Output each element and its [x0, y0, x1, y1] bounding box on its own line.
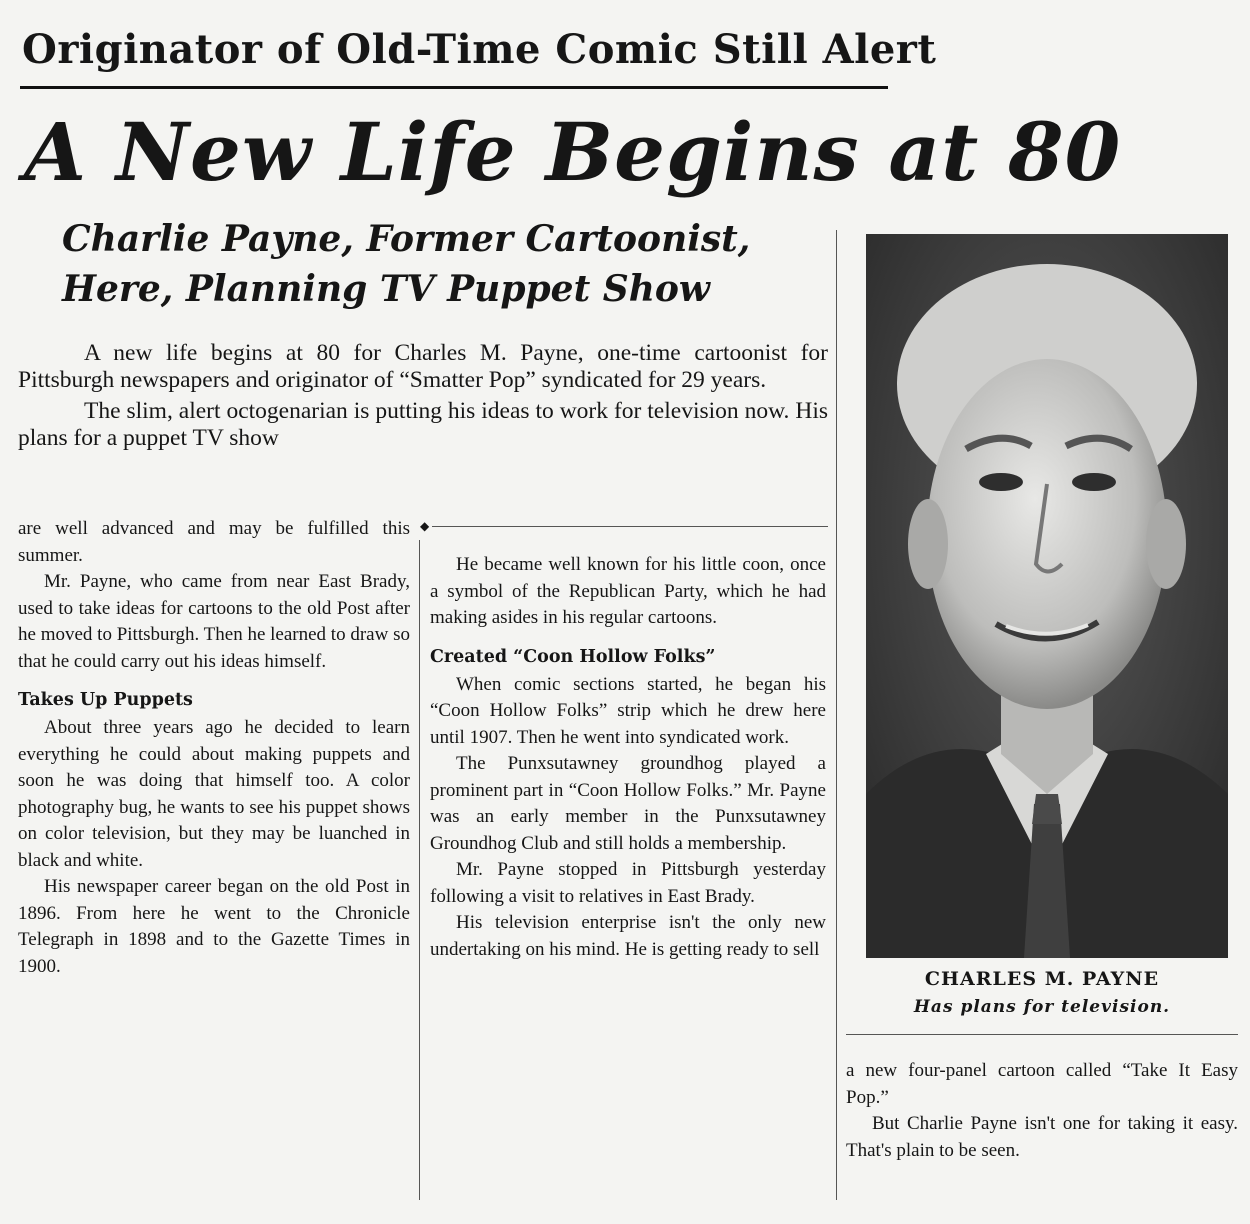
column-1-continued: are well advanced and may be fulfilled this summer. [18, 518, 410, 566]
deck-line-2: Here, Planning TV Puppet Show [62, 268, 710, 310]
column-1-paragraph: About three years ago he decided to learn everything he could about making puppets and soon he was doing that himself too. A color photography bug, he wants to see his puppet shows on color television, but they may be luanched in black and white. [18, 717, 410, 871]
column-2-paragraph: The Punxsutawney groundhog played a prominent part in “Coon Hollow Folks.” Mr. Payne was an early member in the Punxsutawney Groundhog Club and still holds a membership. [430, 753, 826, 854]
column-2-paragraph: His television enterprise isn't the only new undertaking on his mind. He is getting ready to sell [430, 912, 826, 960]
column-1-paragraph: Mr. Payne, who came from near East Brady, used to take ideas for cartoons to the old Post after he moved to Pittsburgh. Then he learned to draw so that he could carry out his ideas himself. [18, 571, 410, 672]
column-1-paragraph: His newspaper career began on the old Post in 1896. From here he went to the Chronicle Telegraph in 1898 and to the Gazette Times in 1900. [18, 876, 410, 977]
portrait-illustration [866, 234, 1228, 958]
lead-paragraph-1: A new life begins at 80 for Charles M. Payne, one-time cartoonist for Pittsburgh newspapers and originator of “Smatter Pop” syndicated for 29 years. [18, 340, 828, 393]
subhead-takes-up-puppets: Takes Up Puppets [18, 690, 193, 710]
deck-line-1: Charlie Payne, Former Cartoonist, [62, 218, 751, 260]
portrait-photo [866, 234, 1228, 958]
article-column-1 [18, 516, 410, 980]
lead-bottom-rule [432, 526, 828, 527]
kicker-headline: Originator of Old-Time Comic Still Alert [22, 26, 937, 73]
caption-name: CHARLES M. PAYNE [924, 968, 1160, 990]
lead-paragraphs [18, 340, 828, 452]
caption-bottom-rule [846, 1034, 1238, 1035]
kicker-rule [20, 86, 888, 89]
column-separator-ornament: ◆ [420, 519, 430, 533]
column-3-paragraph: But Charlie Payne isn't one for taking it easy. That's plain to be seen. [846, 1113, 1238, 1161]
deck-headline [62, 214, 842, 314]
column-rule-2 [836, 230, 837, 1200]
column-2-paragraph: Mr. Payne stopped in Pittsburgh yesterday following a visit to relatives in East Brady. [430, 859, 826, 907]
column-2-paragraph: He became well known for his little coon, once a symbol of the Republican Party, which he had making asides in his regular cartoons. [430, 554, 826, 628]
column-2-paragraph: When comic sections started, he began his “Coon Hollow Folks” strip which he drew here until 1907. Then he went into syndicated work. [430, 673, 826, 748]
lead-paragraph-2: The slim, alert octogenarian is putting his ideas to work for television now. His plans for a puppet TV show [18, 398, 828, 451]
article-column-3 [846, 1058, 1238, 1164]
article-column-2 [430, 552, 826, 963]
column-rule-1 [419, 540, 420, 1200]
caption-line: Has plans for television. [913, 997, 1171, 1017]
main-headline: A New Life Begins at 80 [24, 105, 1122, 199]
subhead-coon-hollow-folks: Created “Coon Hollow Folks” [430, 646, 716, 667]
column-3-continued: a new four-panel cartoon called “Take It Easy Pop.” [846, 1060, 1238, 1108]
photo-caption [846, 964, 1238, 1020]
